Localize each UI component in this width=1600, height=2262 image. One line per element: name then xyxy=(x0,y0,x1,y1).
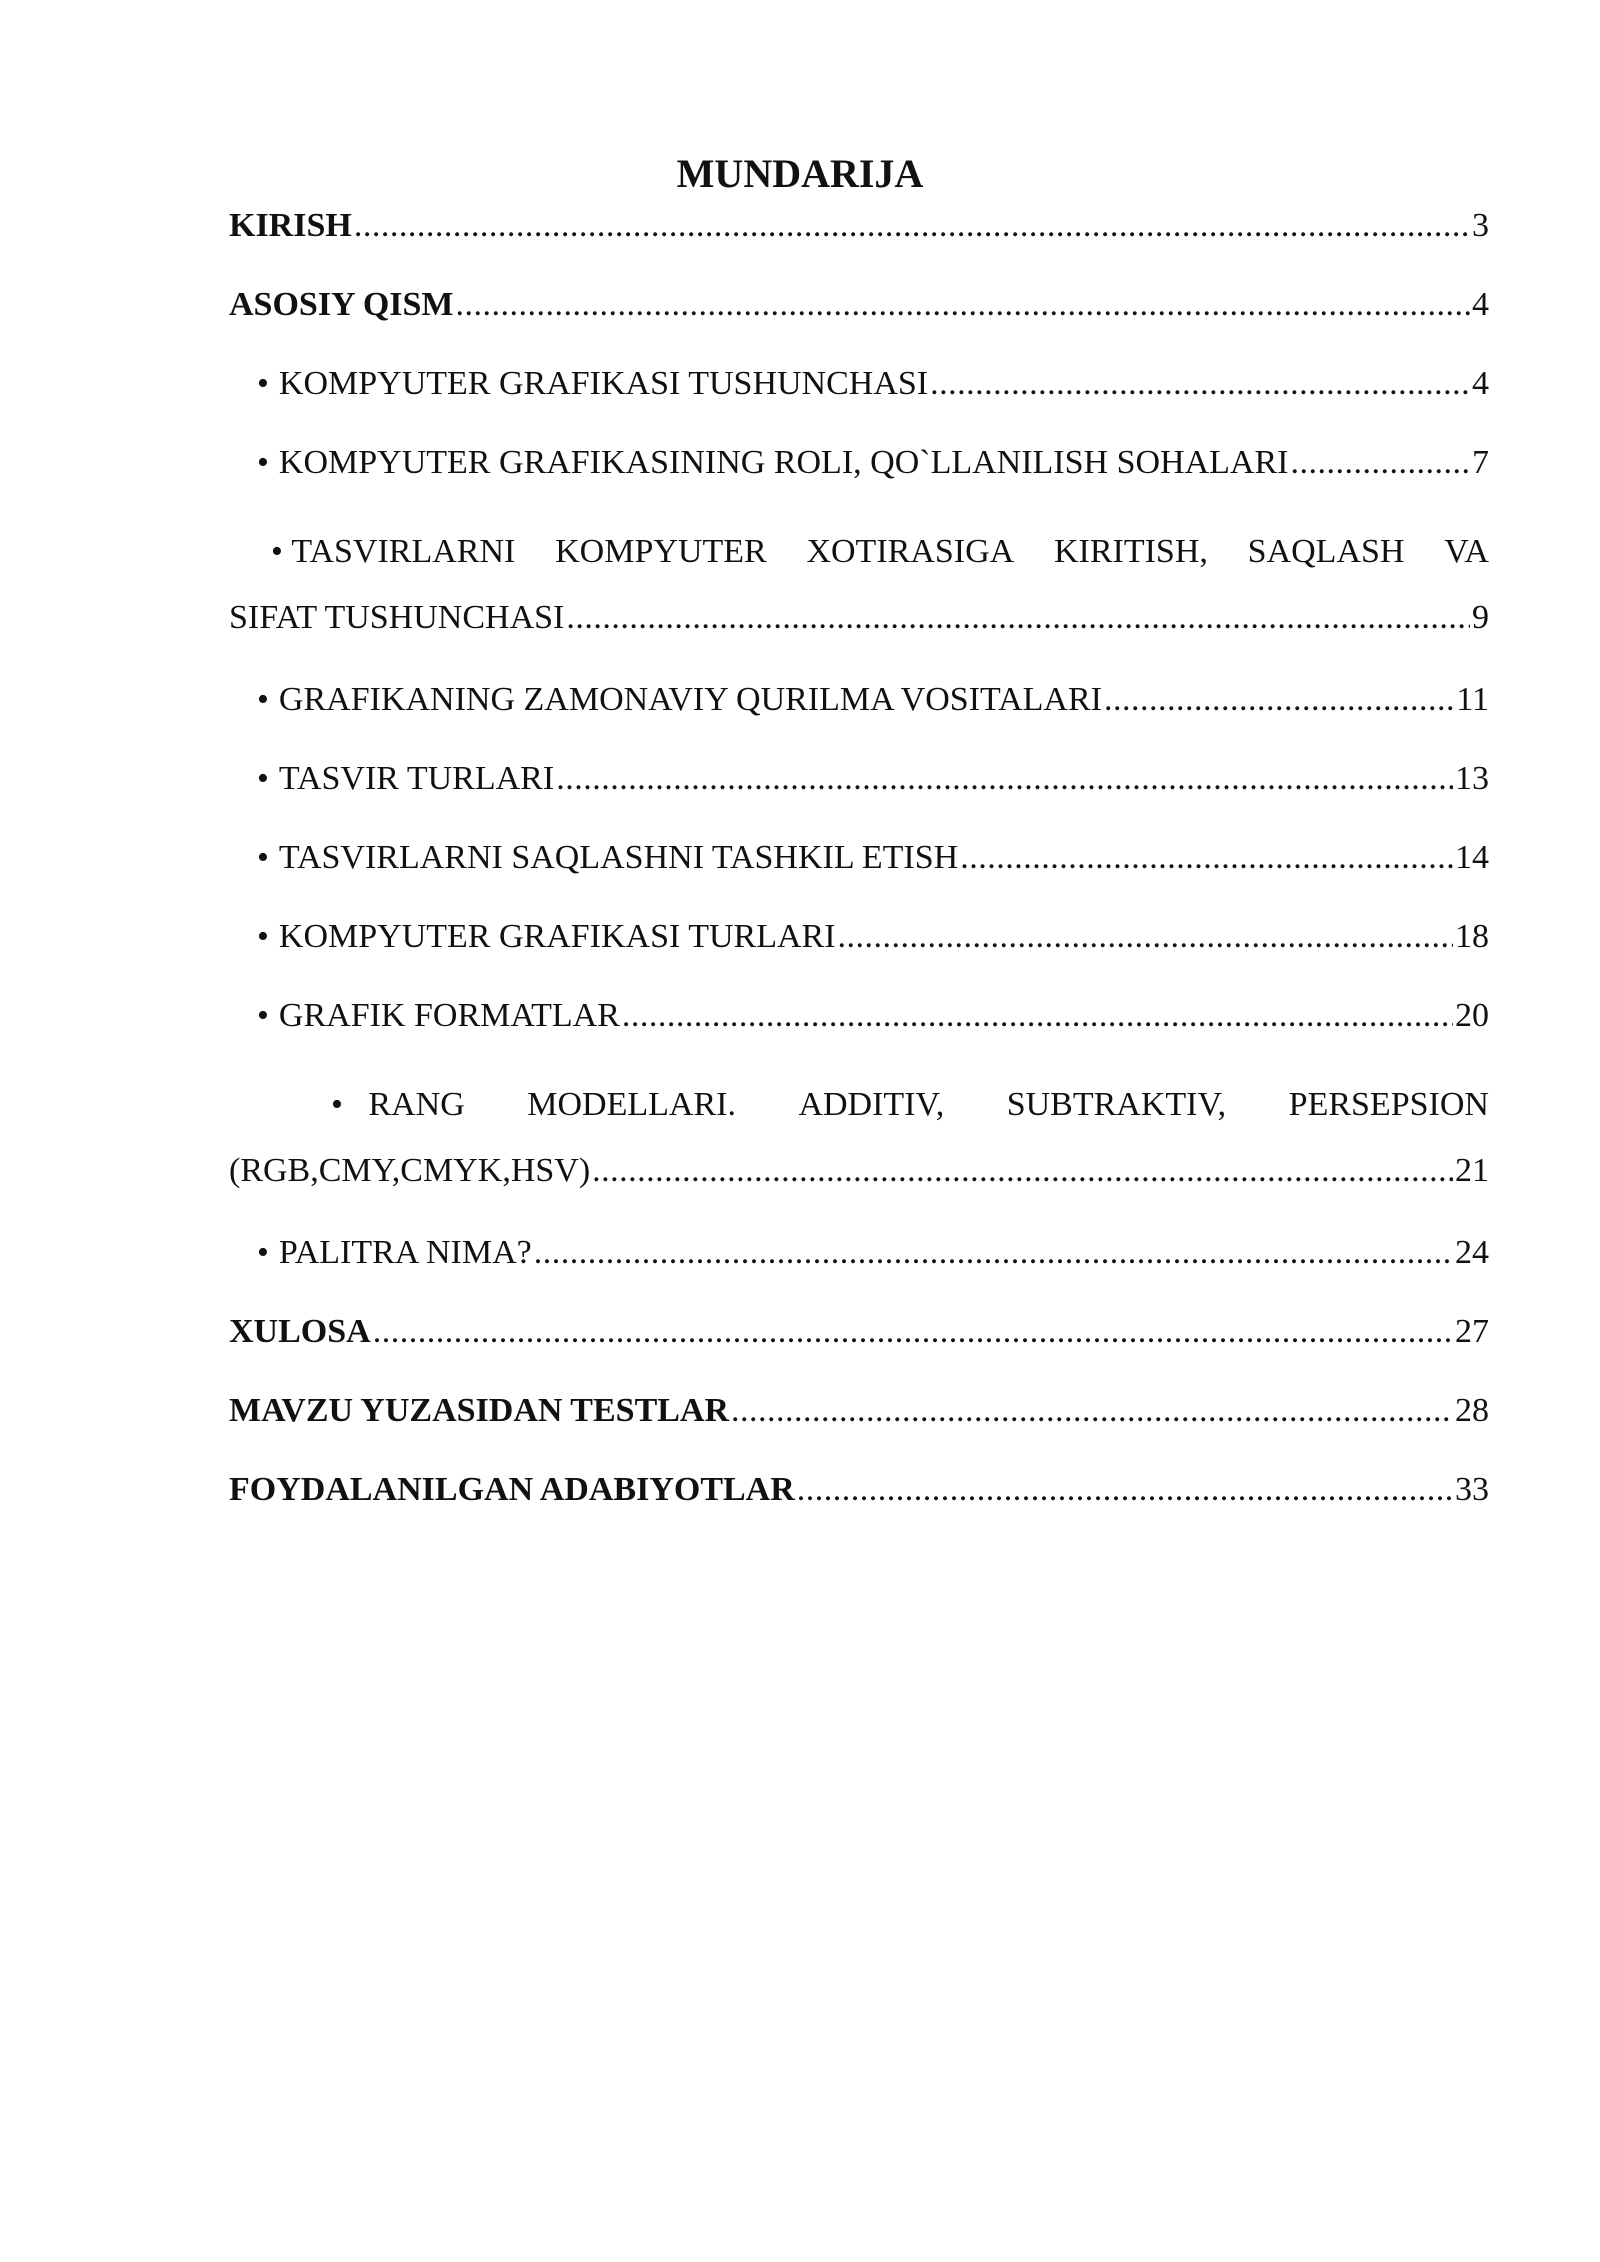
toc-entry-label: KOMPYUTER GRAFIKASI TURLARI xyxy=(278,918,836,955)
dot-leader xyxy=(797,1467,1453,1513)
toc-entry-saqlashni-tashkil xyxy=(229,835,1489,914)
toc-entry-label: GRAFIK FORMATLAR xyxy=(278,997,620,1034)
toc-entry-testlar xyxy=(229,1388,1489,1467)
toc-word: VA xyxy=(1444,533,1489,570)
toc-page-number: 18 xyxy=(1455,918,1489,955)
toc-word: SUBTRAKTIV, xyxy=(1006,1086,1227,1123)
toc-page-number: 20 xyxy=(1455,997,1489,1034)
toc-page-number: 9 xyxy=(1472,599,1489,636)
toc-page-number: 33 xyxy=(1455,1471,1489,1508)
toc-entry-label: KIRISH xyxy=(229,207,352,244)
toc-entry-first-line xyxy=(229,1072,1489,1138)
toc-page-number: 27 xyxy=(1455,1313,1489,1350)
toc-word: RANG xyxy=(368,1086,465,1123)
toc-entry-kirish xyxy=(229,203,1489,282)
toc-word: TASVIRLARNI xyxy=(291,533,516,570)
toc-page-number: 24 xyxy=(1455,1234,1489,1271)
toc-entry-label: TASVIR TURLARI xyxy=(278,760,555,797)
toc-entry-grafikasining-roli xyxy=(229,440,1489,519)
bullet-marker: • xyxy=(257,1234,269,1271)
toc-entry-second-line xyxy=(229,585,1489,651)
toc-page-number: 13 xyxy=(1455,760,1489,797)
toc-entry-label: GRAFIKANING ZAMONAVIY QURILMA VOSITALARI xyxy=(278,681,1102,718)
toc-word: MODELLARI. xyxy=(527,1086,736,1123)
toc-entry-label: XULOSA xyxy=(229,1313,371,1350)
dot-leader xyxy=(373,1309,1453,1355)
toc-entry-rang-modellari xyxy=(229,1072,1489,1230)
dot-leader xyxy=(556,756,1453,802)
dot-leader xyxy=(1290,440,1470,486)
toc-page-number: 3 xyxy=(1472,207,1489,244)
toc-page-number: 11 xyxy=(1456,681,1489,718)
toc-entry-second-line xyxy=(229,1138,1489,1204)
toc-entry-adabiyotlar xyxy=(229,1467,1489,1546)
bullet-marker: • xyxy=(331,1086,343,1123)
toc-entry-palitra-nima xyxy=(229,1230,1489,1309)
toc-entry-grafikasi-turlari xyxy=(229,914,1489,993)
toc-entry-continuation: SIFAT TUSHUNCHASI xyxy=(229,599,565,636)
toc-entry-label: MAVZU YUZASIDAN TESTLAR xyxy=(229,1392,730,1429)
dot-leader xyxy=(354,203,1470,249)
bullet-marker: • xyxy=(257,444,269,481)
toc-entry-label: ASOSIY QISM xyxy=(229,286,454,323)
toc-entry-continuation: (RGB,CMY,CMYK,HSV) xyxy=(229,1152,591,1189)
toc-entry-tasvirlarni-xotiraga xyxy=(229,519,1489,677)
toc-word: XOTIRASIGA xyxy=(806,533,1015,570)
toc-page-number: 4 xyxy=(1472,365,1489,402)
toc-entry-grafik-formatlar xyxy=(229,993,1489,1072)
toc-entry-kompyuter-grafikasi-tushunchasi xyxy=(229,361,1489,440)
dot-leader xyxy=(960,835,1453,881)
dot-leader xyxy=(534,1230,1453,1276)
dot-leader xyxy=(731,1388,1453,1434)
dot-leader xyxy=(566,585,1470,651)
dot-leader xyxy=(456,282,1470,328)
bullet-marker: • xyxy=(257,997,269,1034)
dot-leader xyxy=(1104,677,1454,723)
bullet-marker: • xyxy=(257,681,269,718)
page-title: MUNDARIJA xyxy=(676,151,924,196)
dot-leader xyxy=(592,1138,1453,1204)
toc-entry-label: TASVIRLARNI SAQLASHNI TASHKIL ETISH xyxy=(278,839,959,876)
toc-entry-label: PALITRA NIMA? xyxy=(278,1234,532,1271)
toc-entry-label: KOMPYUTER GRAFIKASI TUSHUNCHASI xyxy=(278,365,929,402)
toc-page-number: 7 xyxy=(1472,444,1489,481)
toc-entry-first-line xyxy=(229,519,1489,585)
bullet-marker: • xyxy=(257,365,269,402)
table-of-contents xyxy=(229,203,1489,1546)
toc-entry-asosiy-qism xyxy=(229,282,1489,361)
toc-entry-xulosa xyxy=(229,1309,1489,1388)
toc-page-number: 28 xyxy=(1455,1392,1489,1429)
bullet-marker: • xyxy=(271,533,283,570)
toc-word: KOMPYUTER xyxy=(555,533,767,570)
toc-word: ADDITIV, xyxy=(798,1086,945,1123)
dot-leader xyxy=(930,361,1470,407)
bullet-marker: • xyxy=(257,760,269,797)
toc-entry-label: KOMPYUTER GRAFIKASINING ROLI, QO`LLANILISH SOHALARI xyxy=(278,444,1289,481)
toc-word: KIRITISH, xyxy=(1053,533,1208,570)
toc-word: PERSEPSION xyxy=(1288,1086,1489,1123)
toc-page-number: 4 xyxy=(1472,286,1489,323)
bullet-marker: • xyxy=(257,839,269,876)
toc-word: SAQLASH xyxy=(1247,533,1405,570)
toc-page-number: 21 xyxy=(1455,1152,1489,1189)
toc-page-number: 14 xyxy=(1455,839,1489,876)
toc-entry-tasvir-turlari xyxy=(229,756,1489,835)
dot-leader xyxy=(622,993,1453,1039)
dot-leader xyxy=(838,914,1453,960)
toc-entry-label: FOYDALANILGAN ADABIYOTLAR xyxy=(229,1471,795,1508)
bullet-marker: • xyxy=(257,918,269,955)
toc-entry-zamonaviy-qurilma xyxy=(229,677,1489,756)
